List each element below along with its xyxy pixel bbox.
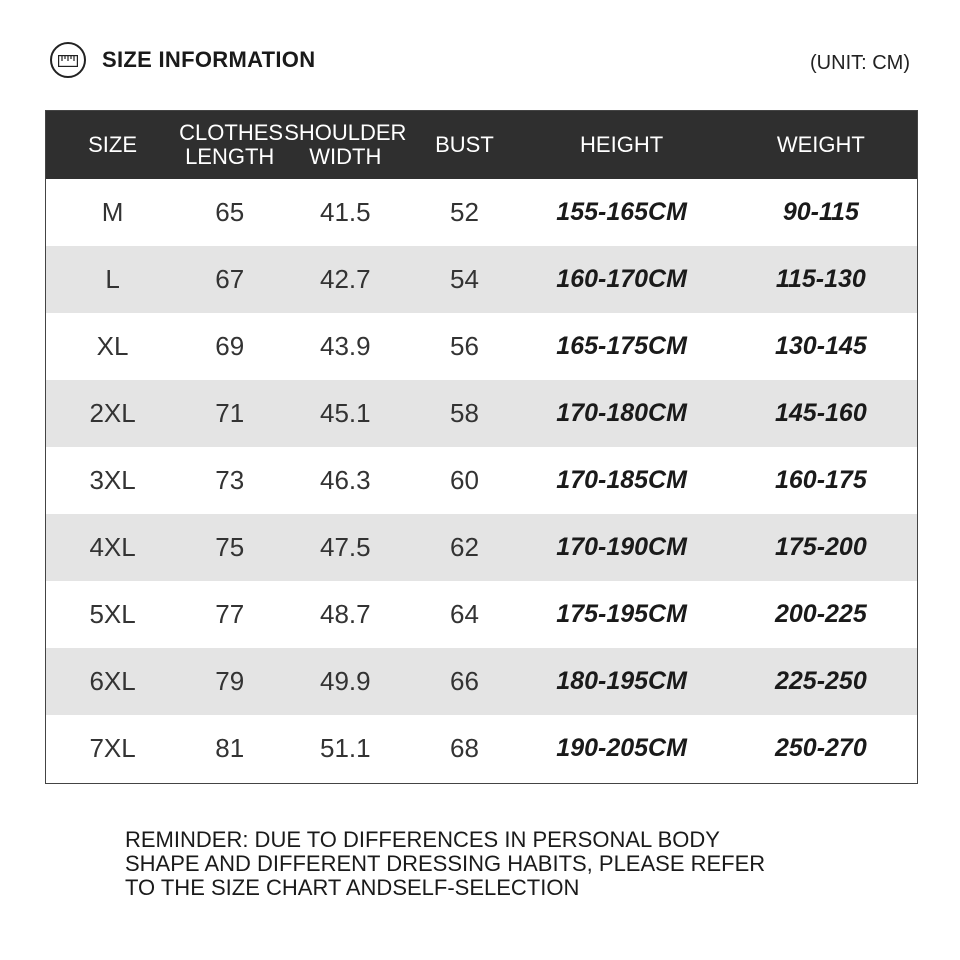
length-cell: 75 [215,532,245,562]
height-cell: 155-165CM [556,198,687,226]
reminder-line: SHAPE AND DIFFERENT DRESSING HABITS, PLEASE REFER [125,851,766,876]
shoulder-cell: 46.3 [320,465,371,495]
weight-cell: 175-200 [774,533,867,561]
page-title: SIZE INFORMATION [102,47,316,72]
table-row [46,514,917,581]
size-cell: 4XL [89,532,136,562]
column-header-shoulder-width: SHOULDER WIDTH [284,120,407,169]
length-cell: 81 [215,733,245,763]
height-cell: 165-175CM [556,332,687,360]
weight-cell: 200-225 [774,600,867,628]
size-table [45,110,918,784]
reminder-line: REMINDER: DUE TO DIFFERENCES IN PERSONAL BODY [125,827,720,852]
length-cell: 71 [215,398,245,428]
weight-cell: 250-270 [774,734,867,762]
shoulder-cell: 41.5 [320,197,371,227]
length-cell: 65 [215,197,245,227]
table-header [46,111,917,179]
table-row [46,179,917,246]
column-header-weight: WEIGHT [776,132,865,157]
shoulder-cell: 43.9 [320,331,371,361]
column-header-height: HEIGHT [580,132,664,157]
table-row [46,246,917,313]
size-cell: XL [96,331,129,361]
bust-cell: 54 [449,264,479,294]
column-header-clothes-length: CLOTHES LENGTH [179,120,284,169]
height-cell: 170-180CM [556,399,687,427]
size-cell: 7XL [89,733,136,763]
column-header-bust: BUST [435,132,494,157]
table-row [46,380,917,447]
table-row [46,447,917,514]
reminder-line: TO THE SIZE CHART ANDSELF-SELECTION [125,875,580,900]
table-row [46,715,917,782]
height-cell: 190-205CM [556,734,687,762]
length-cell: 69 [215,331,245,361]
size-cell: 2XL [89,398,136,428]
weight-cell: 115-130 [775,265,866,293]
ruler-icon [50,42,86,78]
weight-cell: 225-250 [774,667,867,695]
weight-cell: 130-145 [774,332,867,360]
table-row [46,581,917,648]
shoulder-cell: 51.1 [320,733,371,763]
column-header-size: SIZE [88,132,138,157]
shoulder-cell: 42.7 [320,264,371,294]
height-cell: 170-190CM [556,533,687,561]
table-row [46,313,917,380]
table-body [46,179,917,782]
bust-cell: 68 [449,733,479,763]
height-cell: 180-195CM [556,667,687,695]
length-cell: 67 [215,264,245,294]
length-cell: 77 [215,599,245,629]
table-row [46,648,917,715]
size-cell: 6XL [89,666,136,696]
size-cell: 5XL [89,599,136,629]
size-cell: L [105,264,120,294]
height-cell: 160-170CM [556,265,687,293]
size-cell: M [101,197,124,227]
bust-cell: 64 [449,599,479,629]
bust-cell: 66 [449,666,479,696]
chart-header [50,42,915,86]
height-cell: 170-185CM [556,466,687,494]
shoulder-cell: 45.1 [320,398,371,428]
shoulder-cell: 48.7 [320,599,371,629]
weight-cell: 145-160 [774,399,867,427]
length-cell: 73 [215,465,245,495]
weight-cell: 160-175 [774,466,867,494]
bust-cell: 52 [449,197,479,227]
height-cell: 175-195CM [556,600,687,628]
size-cell: 3XL [89,465,136,495]
length-cell: 79 [215,666,245,696]
bust-cell: 60 [449,465,479,495]
reminder-note [125,828,865,900]
weight-cell: 90-115 [782,198,859,226]
bust-cell: 58 [449,398,479,428]
shoulder-cell: 47.5 [320,532,371,562]
unit-label: (UNIT: CM) [810,52,910,74]
shoulder-cell: 49.9 [320,666,371,696]
bust-cell: 62 [449,532,479,562]
bust-cell: 56 [449,331,479,361]
